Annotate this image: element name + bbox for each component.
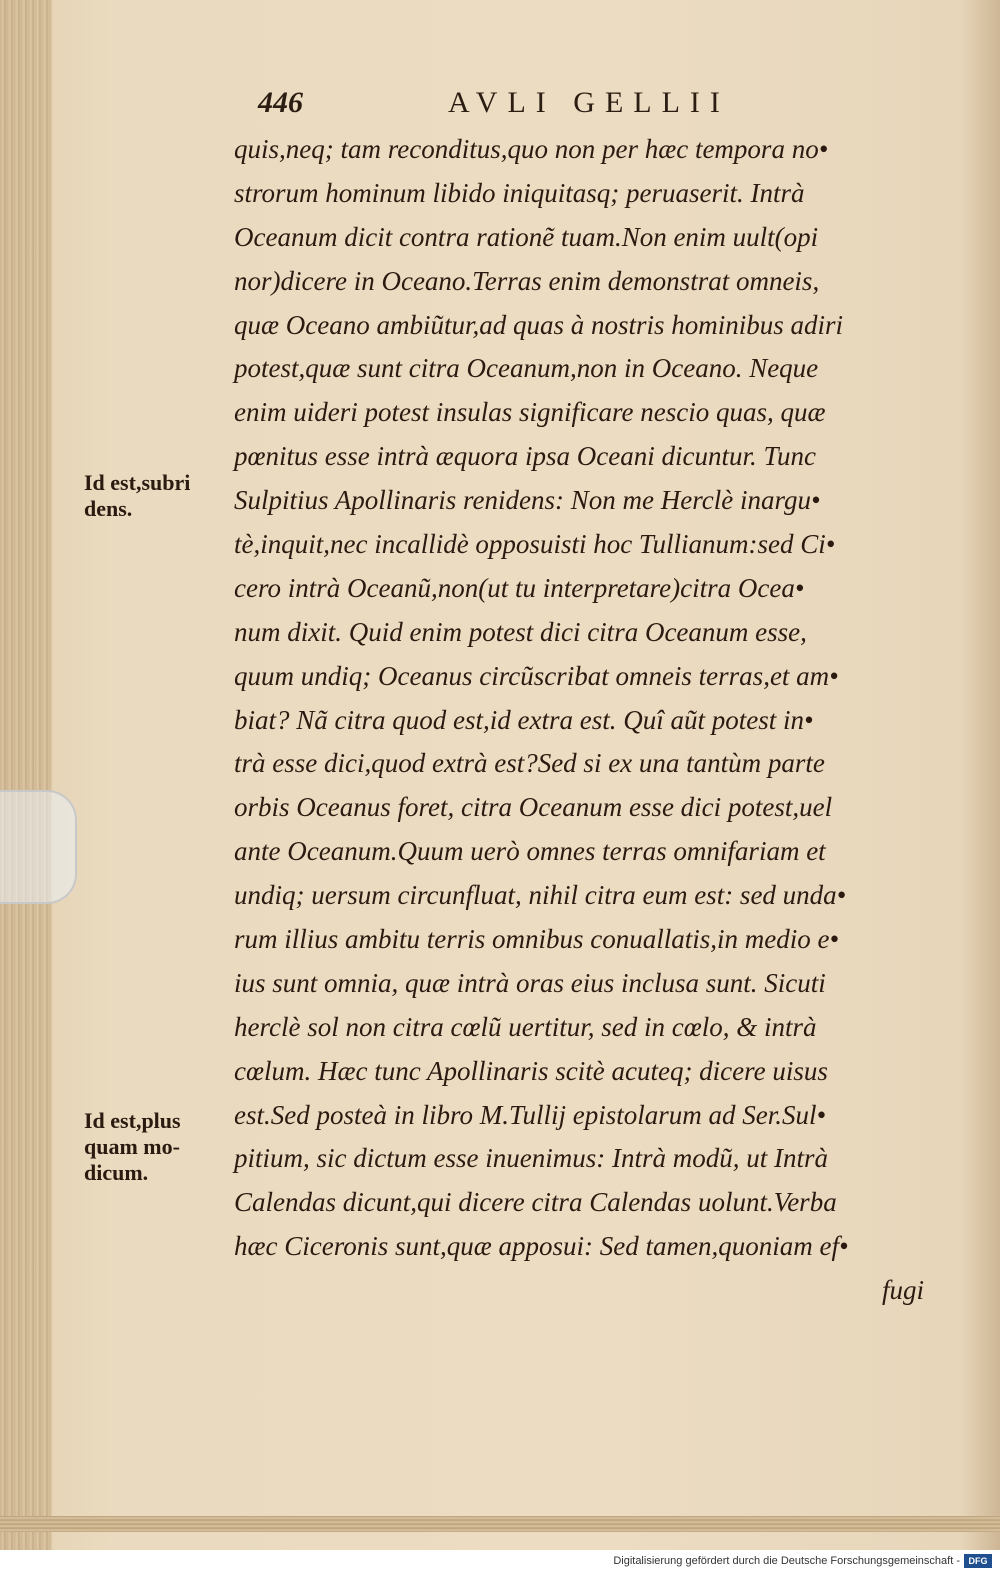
text-line: herclè sol non citra cœlũ uertitur, sed in cœlo, & intrà xyxy=(234,1011,817,1042)
text-line: pitium, sic dictum esse inuenimus: Intrà modũ, ut Intrà xyxy=(234,1143,828,1174)
text-line: cœlum. Hæc tunc Apollinaris scitè acuteq; dicere uisus xyxy=(234,1055,828,1086)
running-title: AVLI GELLII xyxy=(448,86,730,119)
text-line: hæc Ciceronis sunt,quæ apposui: Sed tamen,quoniam ef• xyxy=(234,1231,849,1262)
text-line: est.Sed posteà in libro M.Tullij epistolarum ad Ser.Sul• xyxy=(234,1099,826,1130)
dfg-logo: DFG xyxy=(964,1554,992,1568)
text-line: quæ Oceano ambiũtur,ad quas à nostris hominibus adiri xyxy=(234,309,844,340)
text-line: Oceanum dicit contra rationẽ tuam.Non enim uult(opi xyxy=(234,221,819,252)
text-line: undiq; uersum circunfluat, nihil citra eum est: sed unda• xyxy=(234,880,847,911)
text-line: num dixit. Quid enim potest dici citra Oceanum esse, xyxy=(234,616,807,647)
margin-note-line: dens. xyxy=(84,496,133,521)
text-line: pœnitus esse intrà æquora ipsa Oceani dicuntur. Tunc xyxy=(234,441,817,472)
text-line: Calendas dicunt,qui dicere citra Calendas uolunt.Verba xyxy=(234,1187,837,1218)
funding-credit: Digitalisierung gefördert durch die Deutsche Forschungsgemeinschaft - xyxy=(613,1555,960,1567)
page-tab-marker xyxy=(0,790,77,904)
margin-note-line: dicum. xyxy=(84,1160,149,1185)
text-line: quis,neq; tam reconditus,quo non per hæc tempora no• xyxy=(234,134,829,164)
text-line: tè,inquit,nec incallidè opposuisti hoc Tullianum:sed Ci• xyxy=(234,529,836,560)
text-line: orbis Oceanus foret, citra Oceanum esse dici potest,uel xyxy=(234,792,833,823)
text-line: Sulpitius Apollinaris renidens: Non me Herclè inargu• xyxy=(234,485,821,516)
text-line: quum undiq; Oceanus circũscribat omneis terras,et am• xyxy=(234,660,839,691)
main-text xyxy=(234,128,924,1313)
page-header xyxy=(258,86,828,126)
text-line: enim uideri potest insulas significare nescio quas, quæ xyxy=(234,397,826,428)
digitization-footer xyxy=(0,1550,1000,1573)
page-edges xyxy=(0,0,52,1550)
text-line: strorum hominum libido iniquitasq; peruaserit. Intrà xyxy=(234,177,805,208)
bottom-page-edges xyxy=(0,1516,1000,1532)
text-line: trà esse dici,quod extrà est?Sed si ex una tantùm parte xyxy=(234,748,825,779)
margin-note xyxy=(84,470,234,522)
text-line: ius sunt omnia, quæ intrà oras eius inclusa sunt. Sicuti xyxy=(234,967,826,998)
text-line: potest,quæ sunt citra Oceanum,non in Oceano. Neque xyxy=(234,353,819,384)
text-line: biat? Nã citra quod est,id extra est. Quî aũt potest in• xyxy=(234,704,814,735)
page-number: 446 xyxy=(258,86,303,119)
margin-note-line: Id est,subri xyxy=(84,470,191,495)
text-line: cero intrà Oceanũ,non(ut tu interpretare)citra Ocea• xyxy=(234,572,805,603)
margin-note-line: Id est,plus xyxy=(84,1108,181,1133)
margin-note-line: quam mo- xyxy=(84,1134,180,1159)
text-line: ante Oceanum.Quum uerò omnes terras omnifariam et xyxy=(234,836,826,867)
text-line: rum illius ambitu terris omnibus conuallatis,in medio e• xyxy=(234,924,839,955)
margin-note xyxy=(84,1108,234,1186)
text-line: nor)dicere in Oceano.Terras enim demonstrat omneis, xyxy=(234,265,820,296)
catchword: fugi xyxy=(881,1275,924,1306)
